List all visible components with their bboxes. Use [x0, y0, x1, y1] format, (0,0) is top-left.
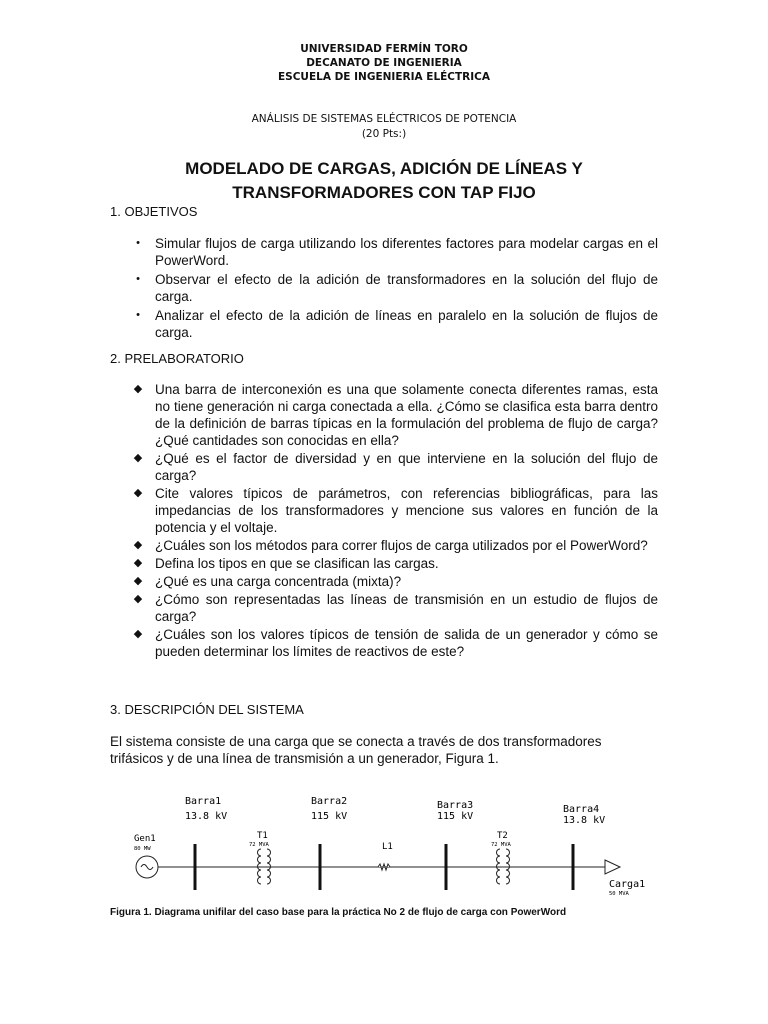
section-objetivos-heading: 1. OBJETIVOS	[110, 204, 198, 219]
bus-4-voltage: 13.8 kV	[563, 815, 606, 826]
line-impedance-icon	[378, 864, 390, 870]
diamond-bullet-icon: ◆	[133, 452, 143, 464]
points: (20 Pts:)	[361, 128, 407, 140]
list-item: ◆ ¿Cuáles son los métodos para correr flujos de carga utilizados por el PowerWord?	[133, 538, 648, 553]
school-name: ESCUELA DE INGENIERIA ELÉCTRICA	[277, 71, 490, 83]
list-item: ◆ ¿Cuáles son los valores típicos de tensión de salida de un generador y cómo se pueden determinar los límites de reactivos de este?	[133, 627, 658, 659]
bullet-icon: •	[136, 273, 140, 285]
list-item: ◆ Una barra de interconexión es una que solamente conecta diferentes ramas, esta no tiene generación ni carga conectada a ella. ¿Cómo se clasifica esta barra dentro de la definición de barras típicas en la formulación del problema de flujo de carga? ¿Qué cantidades son conocidas en ella?	[133, 382, 658, 448]
prelaboratorio-list	[110, 381, 658, 661]
objetivos-list	[110, 235, 658, 343]
transformer-2-name: T2	[497, 831, 508, 841]
list-item: ◆ ¿Cómo son representadas las líneas de transmisión en un estudio de flujos de carga?	[133, 592, 658, 624]
bus-2-name: Barra2	[311, 796, 348, 807]
transformer-1-name: T1	[257, 831, 268, 841]
diamond-bullet-icon: ◆	[133, 539, 143, 551]
generator-rating: 80 MW	[134, 846, 151, 852]
university-name: UNIVERSIDAD FERMÍN TORO	[300, 43, 468, 55]
list-item: ◆ Cite valores típicos de parámetros, con referencias bibliográficas, para las impedancias de los transformadores y mencione sus valores en función de la potencia y el voltaje.	[133, 486, 658, 535]
line-l1-name: L1	[382, 842, 393, 852]
list-item: ◆ ¿Qué es el factor de diversidad y en que interviene en la solución del flujo de carga?	[133, 451, 658, 483]
bus-3-voltage: 115 kV	[437, 811, 474, 822]
load-rating: 50 MVA	[609, 891, 629, 897]
load-arrow-icon	[605, 860, 620, 874]
list-item: • Observar el efecto de la adición de transformadores en la solución del flujo de carga.	[110, 271, 658, 305]
bus-4-name: Barra4	[563, 804, 600, 815]
diamond-bullet-icon: ◆	[133, 383, 143, 395]
load-name: Carga1	[609, 879, 646, 890]
bullet-icon: •	[136, 237, 140, 249]
course-name: ANÁLISIS DE SISTEMAS ELÉCTRICOS DE POTENCIA	[251, 113, 517, 125]
diamond-bullet-icon: ◆	[133, 557, 143, 569]
single-line-diagram	[120, 786, 660, 901]
bus-1-name: Barra1	[185, 796, 222, 807]
list-item: ◆ Defina los tipos en que se clasifican las cargas.	[133, 556, 439, 571]
diamond-bullet-icon: ◆	[133, 575, 143, 587]
section-descripcion-heading: 3. DESCRIPCIÓN DEL SISTEMA	[110, 702, 304, 717]
list-item: • Analizar el efecto de la adición de líneas en paralelo en la solución de flujos de carga.	[110, 307, 658, 341]
document-title-line1: MODELADO DE CARGAS, ADICIÓN DE LÍNEAS Y	[185, 159, 583, 178]
diamond-bullet-icon: ◆	[133, 628, 143, 640]
transformer-2-rating: 72 MVA	[491, 842, 511, 848]
document-title-line2: TRANSFORMADORES CON TAP FIJO	[232, 183, 536, 202]
bus-2-voltage: 115 kV	[311, 811, 348, 822]
transformer-1-rating: 72 MVA	[249, 842, 269, 848]
diamond-bullet-icon: ◆	[133, 593, 143, 605]
bus-3-name: Barra3	[437, 800, 474, 811]
bullet-icon: •	[136, 309, 140, 321]
list-item: • Simular flujos de carga utilizando los diferentes factores para modelar cargas en el PowerWord.	[110, 235, 658, 269]
figure-caption: Figura 1. Diagrama unifilar del caso base para la práctica No 2 de flujo de carga con PowerWord	[110, 907, 567, 918]
generator-icon	[136, 856, 158, 878]
deanery-name: DECANATO DE INGENIERIA	[306, 57, 462, 69]
list-item: ◆ ¿Qué es una carga concentrada (mixta)?	[133, 574, 402, 589]
diamond-bullet-icon: ◆	[133, 487, 143, 499]
descripcion-paragraph: El sistema consiste de una carga que se conecta a través de dos transformadores trifásicos y de una línea de transmisión a un generador, Figura 1.	[110, 734, 602, 766]
section-prelaboratorio-heading: 2. PRELABORATORIO	[110, 351, 244, 366]
bus-1-voltage: 13.8 kV	[185, 811, 228, 822]
generator-name: Gen1	[134, 834, 156, 844]
